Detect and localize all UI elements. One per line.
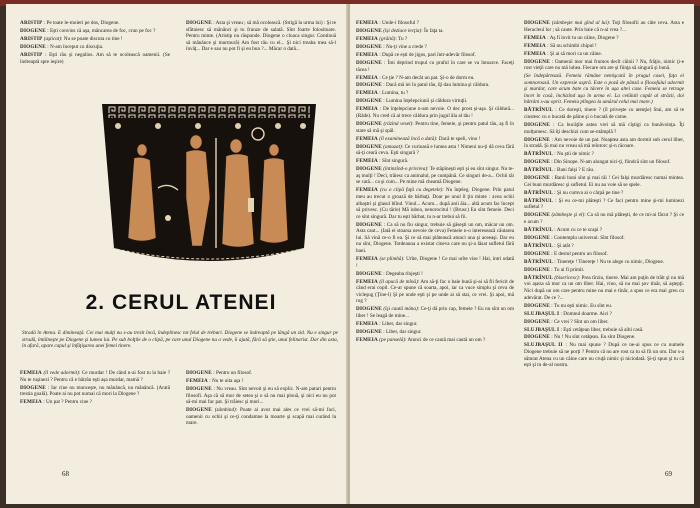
line-text: : Nu se poate discuta cu tine ! — [61, 35, 123, 42]
line-text: : Ce ţie ? N-am decât un pat. Şi-o de dorm eu. — [379, 74, 475, 81]
dialogue-line — [356, 20, 514, 27]
line-text: : Banii buni sînt şi mai răi ! Cei falşi murdăresc numai mintea. Cei buni murdăresc şi sufletul. Ei nu au voie să se spele. — [524, 175, 685, 188]
line-text: : Tu nu eşti nimic. Eu sînt eu. — [551, 302, 613, 309]
line-text: : Ce doreşti, tinere ? (îl priveşte cu atenţie) Stai, am să te cinstesc cu o bucată de pâine şi o bucată de carne. — [524, 107, 684, 121]
speaker-name: BĂTRÎNUL — [524, 197, 553, 204]
speaker-name: FEMEIA — [20, 399, 42, 406]
line-text: : Eşti convins că aşa, mâncarea de foc, crun pe foc ? — [47, 27, 156, 34]
left-column-top-b — [186, 20, 336, 54]
right-page — [350, 4, 694, 504]
dialogue-line — [524, 190, 684, 197]
stage-direction: (bisericesc) — [554, 274, 579, 281]
stage-direction: (își dezlace lecţia) — [383, 27, 422, 34]
speaker-name: BĂTRÎNUL — [524, 107, 553, 114]
dialogue-line — [524, 73, 684, 106]
speaker-name: FEMEIA — [356, 336, 378, 343]
stage-direction: (aşticat) — [43, 35, 62, 42]
stage-direction: (îşi caută mâna) — [383, 306, 418, 313]
speaker-name: FEMEIA — [356, 20, 378, 26]
line-text: : Acum cu ce te scapi ? — [554, 226, 603, 233]
speaker-name: DIOGENE — [524, 212, 550, 219]
dialogue-line — [356, 306, 514, 319]
line-text: : În faţa ta. — [421, 27, 444, 34]
stage-direction: (întinzînd-o privirea) — [383, 166, 428, 173]
line-text: : Am să-ţi fac o baie bună şi-ai să fii fericit de când erai copil. Ce-ar spune că soarta, apoi, iar ca vuce simplu şi ceva de vicleşug (Ţine-l) Şi pe unde eşti şi pe unde ai să stai, ce vrei. Şi apoi, mă rog ? — [356, 278, 514, 305]
speaker-name: DIOGENE — [524, 159, 550, 166]
line-text: : Nu înţeleg. Diogene. Prin patul meu au trecut o groază de bărbaţi. Doar pe unul îl ţin minte : avea ochii albaştri şi glasul blînd. Vinul... Acum... după anii ăia... altă acum fac încept să privesc. (Cu tărie) Mă iubea, nenorocitul ! (Brusc) Eu sînt femeie. Deci ce sînt singură. Dar tu eşti bărbat, tu n-ar trebui să fii. — [356, 187, 514, 220]
stage-direction: (Se îndepărtează. Femeia rămâne nemişcată în pragul casei, faţa ei somnoroasă. Un expresie aspră. Este o poză de pânză a filosofului adormit şi murdar, care acum bate cu tăcere în uşa altei case. Femeia se retrage încet în casă, închizînd uşa în urma ei. La celălalt capăt al străzii, doi bătrâni s-au oprit. Femeia plîngea la umărul celui mai mare.) — [524, 73, 684, 106]
line-text: : Nu mai spune ? După ce ne-ai spus ce cu numele Diogene trebuie să ne porţi ? Pentru că nu are rost ca tu să fii un om. Dar s-a săturat Atena cu un câine care nu cruţă nimic şi niciodată. Şi-ţi spun şi tu că eşti şi tu de-al nostru. — [524, 342, 685, 369]
speaker-name: DIOGENE — [20, 384, 46, 391]
dialogue-line — [356, 279, 514, 305]
line-text: : Iar cine nu munceşte, nu mănâncă, nu mănâncă. (Arată trestia goală). Poate ai nu pot numai că mori la Diogene ? — [20, 384, 171, 398]
stage-direction: (râzînd vesel) — [383, 121, 413, 128]
speaker-name: DIOGENE — [524, 318, 550, 325]
speaker-name: ARISTIP — [20, 20, 43, 26]
dialogue-line — [186, 386, 336, 406]
speaker-name: ARISTIP — [20, 35, 43, 42]
line-text: : Tu ? — [395, 35, 408, 42]
line-text: : Lumina, tu ? — [379, 90, 409, 97]
dialogue-line — [356, 75, 514, 82]
line-text: : Toţi filosofii au câte ceva. Asta e Heracleul lor ; să caute. Prin baie că n-ai vrea ?... — [524, 20, 685, 33]
line-text: : Pe toate le-moieri pe dos, Diogene. — [43, 20, 120, 26]
left-column-bottom-b — [186, 370, 336, 428]
dialogue-line — [524, 43, 684, 50]
speaker-name: DIOGENE — [20, 27, 46, 34]
dialogue-line — [356, 121, 514, 134]
dialogue-line — [356, 44, 514, 51]
speaker-name: FEMEIA — [356, 256, 378, 263]
dialogue-line — [356, 60, 514, 73]
speaker-name: DIOGENE — [186, 385, 212, 392]
speaker-name: DIOGENE — [356, 59, 382, 66]
line-text: : Te stăpîneşti eşti şi eu sînt singur. Nu te-aş mulţi ! Deci, trăiesc ca animalul, pe cumpănă. Ce singuri de-a... Ochii tăi se cată... ca şi cum... Pe mine mă cheamă Diogene. — [356, 166, 514, 186]
line-text: : Şi ai să mori ca un câine. — [547, 50, 602, 57]
dialogue-line — [356, 271, 514, 278]
dialogue-line — [20, 370, 170, 383]
right-column-b — [524, 20, 684, 370]
speaker-name: SLUJBAŞUL II — [524, 342, 563, 349]
line-text: : Bani falşi ? E rău. — [554, 167, 595, 174]
speaker-name: BĂTRÎNUL — [524, 167, 553, 174]
dialogue-line — [524, 137, 684, 150]
dialogue-line — [524, 259, 684, 266]
speaker-name: DIOGENE — [20, 43, 46, 50]
line-text: : Eşti rău şi negalios. Am să te ocolească oamenii. (Se îndreaptă spre ieşire) — [20, 51, 171, 65]
line-text: : Prea tîrziu, tinere. Mai am puţin de trăit şi nu mă voi aşeza să mor ca un om liber. Hai, vino, să nu mai şov tînăr, să aştepţi. Nici după un om care pentru mine nu mai e tînăr, a spus ce era mai greu cu adevărat. De ce ?... — [524, 274, 684, 301]
speaker-name: FEMEIA — [356, 35, 378, 42]
line-text: : E destul pentru un filosof. — [551, 250, 608, 257]
line-text: : Tu ai fi primit. — [551, 266, 585, 273]
stage-direction: (se plimbă) — [379, 256, 404, 263]
speaker-name: BĂTRÎNUL — [524, 274, 553, 281]
speaker-name: FEMEIA — [524, 42, 546, 49]
dialogue-line — [186, 407, 336, 427]
dialogue-line — [356, 144, 514, 157]
dialogue-line — [524, 319, 684, 326]
dialogue-line — [524, 198, 684, 211]
speaker-name: BĂTRÎNUL — [524, 242, 553, 249]
speaker-name: DIOGENE — [356, 98, 382, 105]
dialogue-line — [524, 303, 684, 310]
dialogue-line — [356, 166, 514, 186]
speaker-name: FEMEIA — [524, 34, 546, 41]
dialogue-line — [524, 35, 684, 42]
stage-direction: (îl vede adormit) — [43, 370, 79, 376]
speaker-name: DIOGENE — [356, 43, 382, 50]
dialogue-line — [356, 52, 514, 59]
scene-intro-text: Stradă în Atena. E dimineaţă. Cei mai mulţi nu s-au trezit încă, îndeplinesc tot felul de treburi. Diogene se îndreaptă pe lângă un zid. Nu e singur pe stradă, întâlneşte pe Diogene şi lumea lui. Pe sub bolţile de o clipă, pe care unul Diogene nu o vede, îi ajută, fără să ştie, unui felinarist. Dar din asta, în afară, apare capul şi înfăţişarea unei femei tinere. — [22, 330, 338, 350]
dialogue-line — [524, 151, 684, 158]
speaker-name: FEMEIA — [356, 90, 378, 97]
speaker-name: DIOGENE — [524, 58, 550, 65]
speaker-name: DIOGENE — [524, 334, 550, 341]
left-page — [6, 4, 349, 504]
dialogue-line — [20, 52, 170, 65]
line-text: : Eşti cetăţean liber, trebuie să aibi casă. — [560, 326, 644, 333]
line-text: : Dacă te speli, vino ! — [436, 135, 481, 142]
dialogue-line — [356, 90, 514, 97]
line-text: : Oamenii mor mai frumos decît câinii ? Nu, frăţio, nimic ţi-e rost vieţii care nu mă iubea. Fiecare om are şi fiinţa să singură şi bună. — [524, 58, 684, 72]
dialogue-line — [356, 222, 514, 255]
speaker-name: FEMEIA — [524, 50, 546, 57]
line-text: : Aş fi lovit tu un câine, Diogene ? — [547, 34, 619, 41]
line-text: : Pentru un filosof. — [213, 370, 253, 376]
dialogue-line — [524, 51, 684, 58]
dialogue-line — [524, 167, 684, 174]
left-column-top-a — [20, 20, 170, 67]
stage-direction: (amuzat) — [383, 143, 402, 150]
speaker-name: DIOGENE — [524, 122, 550, 129]
line-text: : Unde-i filosoful ? — [379, 20, 419, 26]
line-text: : După ce ești de jigos, pari într-adevăr filosof. — [379, 51, 476, 58]
line-text: : Ce-ţi dă prin cap, femeie ? Eu nu sînt un om liber ! Se leagă de mine... — [356, 306, 514, 319]
dialogue-line — [524, 267, 684, 274]
line-text: : Ca bucăţile astea vrei să mă cîştigi ca bunăvoinţa. Îţi mulţumesc. Să îţi deschizi cum se-ntâmplă ? — [524, 122, 684, 135]
speaker-name: DIOGENE — [186, 370, 212, 376]
dialogue-line — [524, 334, 684, 341]
dialogue-line — [524, 251, 684, 258]
dialogue-line — [20, 20, 170, 27]
speaker-name: BĂTRÎNUL — [524, 189, 553, 196]
speaker-name: DIOGENE — [524, 266, 550, 273]
right-page-number: 69 — [665, 470, 672, 478]
line-text: : Şi eu ce-mi plăteşti ? Ce faci pentru mine şi-mi luminezi sufletul ? — [524, 197, 685, 211]
dialogue-line — [356, 82, 514, 89]
scene-intro — [22, 330, 338, 351]
line-text: : Nu ştii de nimic ? — [554, 151, 594, 158]
dialogue-line — [524, 107, 684, 120]
speaker-name: DIOGENE — [356, 328, 382, 335]
speaker-name: DIOGENE — [524, 20, 550, 26]
line-text: : Un pat ? Pentru cine ? — [43, 399, 92, 406]
dialogue-line — [524, 159, 684, 166]
line-text: : Ce vrei ? Sînt un om liber. — [551, 318, 609, 325]
dialogue-line — [356, 28, 514, 35]
speaker-name: BĂTRÎNUL — [524, 226, 553, 233]
dialogue-line — [356, 321, 514, 328]
speaker-name: FEMEIA — [356, 51, 378, 58]
speaker-name: DIOGENE — [356, 221, 382, 228]
speaker-name: DIOGENE — [524, 136, 550, 143]
speaker-name: DIOGENE — [186, 407, 212, 414]
speaker-name: BĂTRÎNUL — [524, 258, 553, 265]
speaker-name: SLUJBAŞUL I — [524, 326, 560, 333]
line-text: : Ca să nu fiu singur, trebuie să găseşti un om, măcar un om. Asta caut... (Iată ei stoarsa nevoie de ceva) Femeie n-o interesează căutarea lui. Să vină ce-o fi ea. Şi ce să mai plătească atunci una şi aceeaşi. Dar eu nu sînt, Diogene. Totdeauna a existat cineva care nu şi-a lăsat sufletul fără bani. — [356, 221, 514, 255]
dialogue-line — [186, 370, 336, 377]
dialogue-line — [356, 36, 514, 43]
speaker-name: DIOGENE — [186, 20, 212, 26]
speaker-name: DIOGENE — [524, 234, 550, 241]
line-text: : Să nu schimbi chipul ! — [547, 42, 597, 49]
dialogue-line — [524, 212, 684, 225]
stage-direction: (grăită) — [379, 35, 396, 42]
speaker-name: FEMEIA — [356, 106, 378, 113]
dialogue-line — [524, 59, 684, 72]
speaker-name: DIOGENE — [356, 27, 382, 34]
line-text: : Urîte, Diogene ! Ce mai urîte vise ! Hai, intri odată ! — [356, 256, 515, 269]
dialogue-line — [356, 136, 514, 143]
stage-direction: (îl apucă de mînă) — [379, 278, 418, 285]
speaker-name: DIOGENE — [356, 143, 382, 150]
speaker-name: FEMEIA — [356, 158, 378, 165]
speaker-name: DIOGENE — [524, 302, 550, 309]
dialogue-line — [356, 158, 514, 165]
stage-direction: (zâmbeşte mai gînd al lui) — [551, 20, 609, 26]
line-text: : Nu vreau. Sînt nevoit şi eu să explic. N-am paturi pentru filosofi. Aşa că să mor de setea şi o să nu mai plouă, şi nici eu nu pot să-mi mai fac pat. Şi trăiesc şi mori... — [186, 385, 336, 406]
line-text: : Contemplu universul. Sînt filosof. — [551, 234, 625, 241]
dialogue-line — [20, 385, 170, 398]
line-text: : Degeaba rînjeşti ! — [383, 270, 423, 277]
line-text: : N-am început cu discuţia. — [47, 43, 104, 50]
speaker-name: SLUJBAŞUL I — [524, 310, 560, 317]
stage-direction: (îl examinează încă o dată) — [379, 135, 437, 142]
dialogue-line — [524, 342, 684, 368]
dialogue-line — [524, 20, 684, 33]
line-text: : Nu ! Nu sînt cetăţean. Eu sînt Diogene. — [551, 334, 636, 341]
speaker-name: DIOGENE — [356, 121, 382, 128]
line-text: : Din Sinope. N-am alungat nici-ţi, fiindcă sînt un filosof. — [551, 159, 671, 166]
line-text: : Şi atât ? — [554, 242, 574, 249]
line-text: : Asta şi vreau ; să mă ocolească. (Strigă la urma lui) : Şi te sfătuiesc să mănânci şi tu frunze de salată. Sînt foarte folositoare. Pentru minte. (Aristip nu răspunde. Diogene o cloaca singur. Continuă să mănânce şi murmură) Am fost rău cu el... Şi nici treaba mea să-l învăţ... Dar e sau nu pot fi şi eu bun ?... Măcar o dată... — [186, 20, 337, 53]
line-text: : Tinereţe ! Tinereţe ! Nu te alege cu nimic, Diogene. — [554, 258, 665, 265]
chapter-title: 2. CERUL ATENEI — [85, 291, 277, 314]
line-text: : Domnul doarme. Aici ? — [560, 310, 612, 317]
dialogue-line — [356, 256, 514, 269]
dialogue-line — [356, 337, 514, 344]
stage-direction: (cu o clipă faţă cu degetele) — [380, 187, 443, 194]
line-text: : Lumina înţelepciunii şi căldura virtuţii. — [383, 98, 468, 105]
line-text: : Îmi deprind trupul cu praful în care se va întoarce. Faceţi tăcea ! — [356, 59, 515, 73]
line-text: : Nu te uita aşa ! — [209, 377, 244, 384]
speaker-name: FEMEIA — [356, 278, 378, 285]
speaker-name: DIOGENE — [356, 270, 382, 277]
speaker-name: FEMEIA — [356, 135, 378, 142]
line-text: : Liber, dar singur. — [379, 320, 418, 327]
line-text: : Dacă mă iei în patul tău, îţi dau lumina şi căldura. — [383, 82, 490, 89]
speaker-name: FEMEIA — [356, 320, 378, 327]
dialogue-line — [524, 327, 684, 334]
speaker-name: DIOGENE — [524, 250, 550, 257]
line-text: : Liber, dar singur. — [383, 328, 422, 335]
left-page-number: 68 — [62, 470, 69, 478]
line-text: : Am nevoie de un pat. Noaptea asta am dormit sub cerul liber, în stradă. Şi mai nu vreau să mă reîntorc şi-n răcoare. — [524, 136, 685, 150]
line-text: : De înţelepciune n-am nevoie. O dec prost şi-aşa. Şi căldură... (Râde). Nu cred că ai trece căldura prin jugul ăla al tău ! — [356, 106, 514, 120]
speaker-name: DIOGENE — [356, 166, 382, 173]
stage-direction: (pe panselă) — [379, 336, 406, 343]
dialogue-line — [20, 36, 170, 43]
speaker-name: DIOGENE — [524, 175, 550, 182]
dialogue-line — [524, 122, 684, 135]
speaker-name: FEMEIA — [186, 377, 208, 384]
speaker-name: ARISTIP — [20, 51, 43, 58]
dialogue-line — [186, 20, 336, 53]
stage-direction: (zâmbeşte şi el) — [551, 212, 585, 219]
dialogue-line — [524, 235, 684, 242]
line-text: : Ce curioasă e lumea asta ! Nimeni nu-ţi dă ceva fără să-ţi ceară ceva. Eşti singură ? — [356, 143, 515, 157]
dialogue-line — [524, 227, 684, 234]
speaker-name: FEMEIA — [356, 74, 378, 81]
dialogue-line — [20, 28, 170, 35]
stage-direction: (zâmbind) — [214, 407, 236, 414]
speaker-name: DIOGENE — [356, 306, 382, 313]
dialogue-line — [356, 106, 514, 119]
line-text: : Atunci de ce caută mai caută un om ? — [405, 336, 486, 343]
dialogue-line — [20, 44, 170, 51]
dialogue-line — [524, 311, 684, 318]
line-text: : Nu-ţi vine a crede ? — [383, 43, 427, 50]
speaker-name: FEMEIA — [20, 370, 42, 376]
dialogue-line — [356, 187, 514, 220]
line-text: : Sînt singură. — [379, 158, 409, 165]
left-column-bottom-a — [20, 370, 170, 407]
speaker-name: DIOGENE — [356, 82, 382, 89]
line-text: : Ce murdar ! De când n-ai fost tu la baie ? Nu te ruşinezi ? Pentru că e bătrân eşti așa murdar, mamă ? — [20, 370, 170, 383]
line-text: : Şi nu cumva ai o cârpă pe tine ? — [554, 189, 624, 196]
dialogue-line — [20, 399, 170, 406]
dialogue-line — [356, 98, 514, 105]
dialogue-line — [524, 175, 684, 188]
dialogue-line — [356, 329, 514, 336]
speaker-name: FEMEIA — [356, 187, 378, 194]
speaker-name: BĂTRÎNUL — [524, 151, 553, 158]
line-text: : Pentru tine, femeie, şi pentru patul tău, aş fi în stare să mă şi spăl. — [356, 121, 514, 134]
dialogue-line — [186, 378, 336, 385]
dialogue-line — [524, 243, 684, 250]
line-text: : Ca să nu mă plăteşti, de ce mi-ai făcut ? Şi ce e acum ? — [524, 212, 684, 225]
dialogue-line — [524, 275, 684, 301]
line-text: : Poate ai avut mai ales ce vrei să-mi faci, oamenii cu ochii şi ce-ţi condamne la moarte şi scapă mai curând la mare. — [186, 407, 336, 427]
greek-vase-illustration — [98, 98, 320, 276]
right-column-a — [356, 20, 514, 345]
